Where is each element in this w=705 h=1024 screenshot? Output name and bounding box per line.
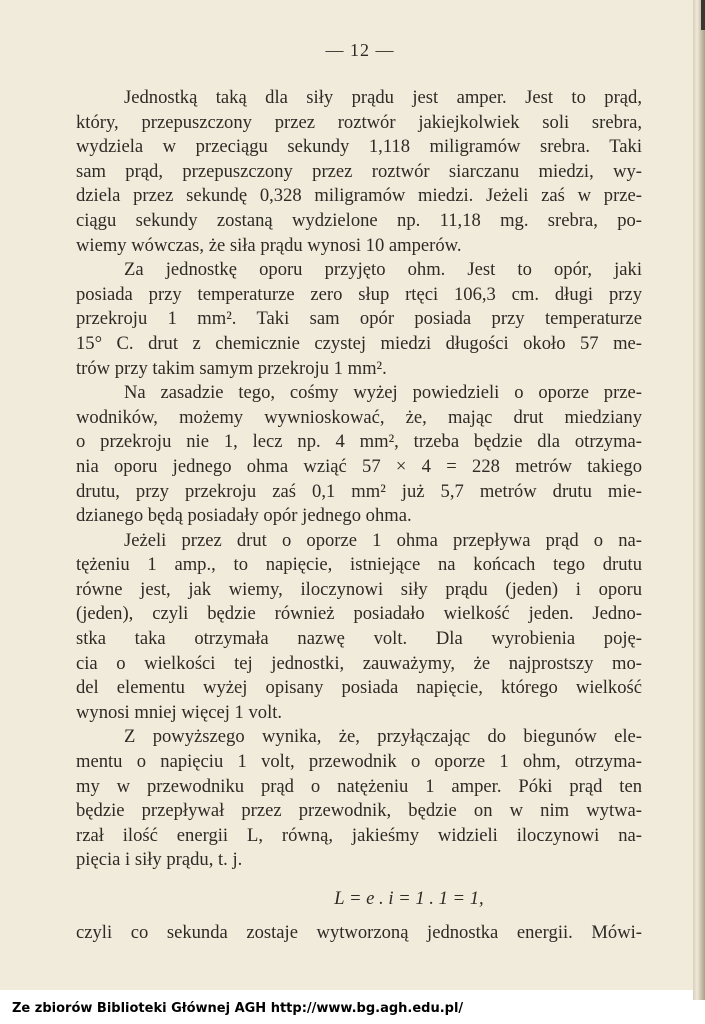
text-line: 15° C. drut z chemicznie czystej miedzi długości około 57 me- xyxy=(76,332,642,354)
text-line: Za jednostkę oporu przyjęto ohm. Jest to opór, jaki xyxy=(124,259,642,281)
text-line: o przekroju nie 1, lecz np. 4 mm², trzeba będzie dla otrzyma- xyxy=(76,431,642,453)
text-line: dzianego będą posiadały opór jednego ohma. xyxy=(76,505,412,527)
page-number: — 12 — xyxy=(325,40,395,60)
library-footer: Ze zbiorów Biblioteki Głównej AGH http://www.bg.agh.edu.pl/ xyxy=(12,1001,464,1016)
text-line: mentu o napięciu 1 volt, przewodnik o oporze 1 ohm, otrzyma- xyxy=(76,751,642,773)
text-line: wynosi mniej więcej 1 volt. xyxy=(76,701,283,723)
text-line: ciągu sekundy zostaną wydzielone np. 11,18 mg. srebra, po- xyxy=(76,209,642,231)
text-line: posiada przy temperaturze zero słup rtęci 106,3 cm. długi przy xyxy=(76,283,642,305)
text-line: sam prąd, przepuszczony przez roztwór siarczanu miedzi, wy- xyxy=(76,160,642,182)
book-spine-shadow xyxy=(701,0,705,30)
text-line: drutu, przy przekroju zaś 0,1 mm² już 5,7 metrów drutu mie- xyxy=(76,480,642,502)
text-line: dziela przez sekundę 0,328 miligramów miedzi. Jeżeli zaś w prze- xyxy=(76,185,642,207)
text-line: Na zasadzie tego, cośmy wyżej powiedzieli o oporze prze- xyxy=(124,382,642,404)
text-line: będzie przepływał przez przewodnik, będzie on w nim wytwa- xyxy=(76,800,642,822)
text-line: czyli co sekunda zostaje wytworzoną jednostka energii. Mówi- xyxy=(76,922,642,943)
text-line: Jednostką taką dla siły prądu jest amper. Jest to prąd, xyxy=(124,87,642,108)
text-line: wodników, możemy wywnioskować, że, mając drut miedziany xyxy=(76,406,642,428)
text-line: (jeden), czyli będzie również posiadało wielkość jeden. Jedno- xyxy=(76,603,642,625)
text-line: trów przy takim samym przekroju 1 mm². xyxy=(76,357,387,379)
text-line: wydziela w przeciągu sekundy 1,118 miligramów srebra. Taki xyxy=(76,136,642,158)
text-line: który, przepuszczony przez roztwór jakiejkolwiek soli srebra, xyxy=(76,111,642,133)
text-line: Z powyższego wynika, że, przyłączając do biegunów ele- xyxy=(124,726,642,748)
text-line: wiemy wówczas, że siła prądu wynosi 10 amperów. xyxy=(76,234,462,256)
text-line: Jeżeli przez drut o oporze 1 ohma przepływa prąd o na- xyxy=(124,529,642,551)
text-line: nia oporu jednego ohma wziąć 57 × 4 = 228 metrów takiego xyxy=(76,455,642,477)
text-line: my w przewodniku prąd o natężeniu 1 amper. Póki prąd ten xyxy=(76,775,642,797)
body-text xyxy=(76,86,642,946)
text-line: równe jest, jak wiemy, iloczynowi siły prądu (jeden) i oporu xyxy=(76,578,642,600)
text-line: stka taka otrzymała nazwę volt. Dla wyrobienia poję- xyxy=(76,628,642,650)
text-line: rzał ilość energii L, równą, jakieśmy widzieli iloczynowi na- xyxy=(76,824,642,846)
text-line: del elementu wyżej opisany posiada napięcie, którego wielkość xyxy=(76,677,642,699)
text-line: przekroju 1 mm². Taki sam opór posiada przy temperaturze xyxy=(76,308,642,330)
formula: L = e . i = 1 . 1 = 1, xyxy=(334,888,484,909)
text-line: cia o wielkości tej jednostki, zauważymy, że najprostszy mo- xyxy=(76,652,642,674)
book-spine-edge xyxy=(693,0,705,1000)
text-line: pięcia i siły prądu, t. j. xyxy=(76,849,243,871)
text-line: tężeniu 1 amp., to napięcie, istniejące na końcach tego drutu xyxy=(76,554,642,576)
